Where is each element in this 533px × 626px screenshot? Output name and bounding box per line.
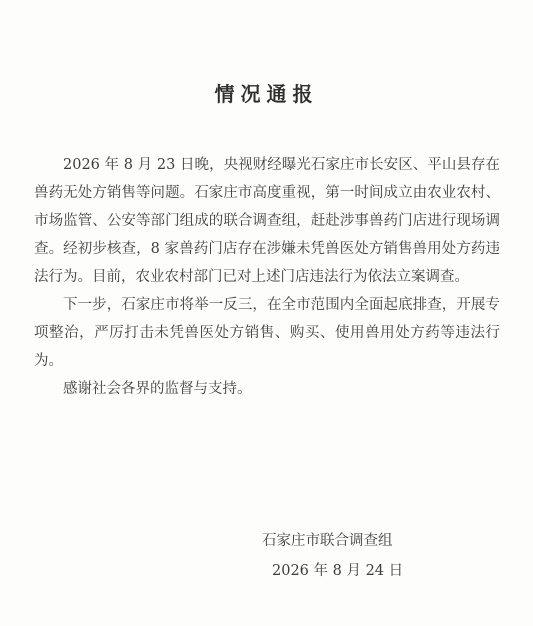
signature-organization: 石家庄市联合调查组 (262, 533, 393, 549)
paragraph-thanks: 感谢社会各界的监督与支持。 (63, 381, 252, 397)
document-body (34, 151, 500, 403)
document-title: 情况通报 (214, 82, 319, 106)
paragraph-next-steps: 下一步，石家庄市将举一反三，在全市范围内全面起底排查，开展专项整治，严厉打击未凭兽医处方销售、购买、使用兽用处方药等违法行为。 (34, 297, 500, 369)
signature-block (262, 526, 462, 586)
signature-date: 2026 年 8 月 24 日 (272, 563, 404, 579)
paragraph-incident: 2026 年 8 月 23 日晚，央视财经曝光石家庄市长安区、平山县存在兽药无处方销售等问题。石家庄市高度重视，第一时间成立由农业农村、市场监管、公安等部门组成的联合调查组，赶赴涉事兽药门店进行现场调查。经初步核查，8 家兽药门店存在涉嫌未凭兽医处方销售兽用处方药违法行为。目前，农业农村部门已对上述门店违法行为依法立案调查。 (34, 157, 500, 285)
